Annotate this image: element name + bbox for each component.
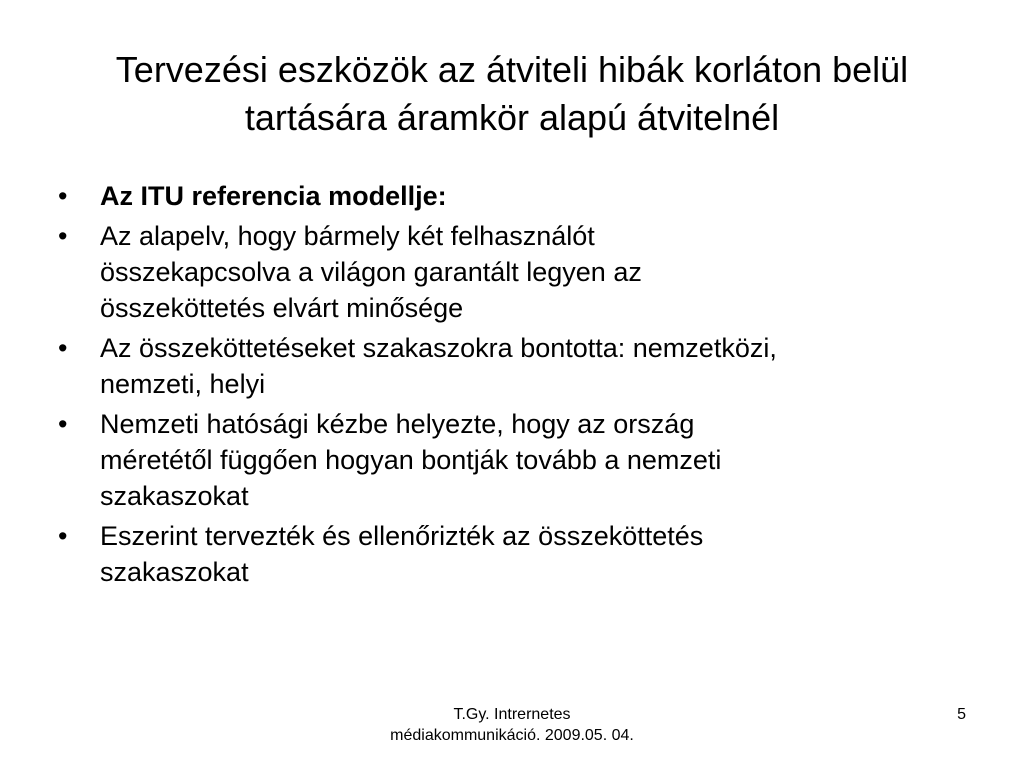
bullet-icon: • — [58, 221, 68, 251]
bullet-text: összeköttetés elvárt minősége — [100, 293, 464, 323]
bullet-icon: • — [58, 521, 68, 551]
bullet-item-5 — [58, 518, 978, 590]
bullet-item-3 — [58, 330, 978, 402]
bullet-icon: • — [58, 181, 68, 211]
slide-title-line-1: Tervezési eszközök az átviteli hibák korláton belül — [115, 49, 909, 90]
bullet-text: Eszerint tervezték és ellenőrizték az összeköttetés — [100, 521, 704, 551]
footer-text — [340, 704, 684, 746]
bullet-text: szakaszokat — [100, 557, 249, 587]
bullet-icon: • — [58, 409, 68, 439]
footer-line-1: T.Gy. Intrernetes — [453, 706, 571, 723]
slide-title — [40, 46, 984, 142]
bullet-text: méretétől függően hogyan bontják tovább a nemzeti — [100, 445, 722, 475]
page-number: 5 — [957, 706, 966, 723]
bullet-text: Az összeköttetéseket szakaszokra bontotta: nemzetközi, — [100, 333, 777, 363]
bullet-item-1 — [58, 178, 978, 214]
slide-title-line-2: tartására áramkör alapú átvitelnél — [244, 97, 780, 138]
bullet-item-4 — [58, 406, 978, 514]
bullet-text: nemzeti, helyi — [100, 369, 266, 399]
footer-line-2: médiakommunikáció. 2009.05. 04. — [390, 727, 634, 744]
bullet-text: Az alapelv, hogy bármely két felhasználót — [100, 221, 595, 251]
bullet-text: szakaszokat — [100, 481, 249, 511]
bullet-item-2 — [58, 218, 978, 326]
bullet-icon: • — [58, 333, 68, 363]
bullet-text: Az ITU referencia modellje: — [100, 181, 447, 211]
bullet-list — [58, 178, 978, 590]
bullet-text: Nemzeti hatósági kézbe helyezte, hogy az ország — [100, 409, 695, 439]
bullet-text: összekapcsolva a világon garantált legyen az — [100, 257, 642, 287]
